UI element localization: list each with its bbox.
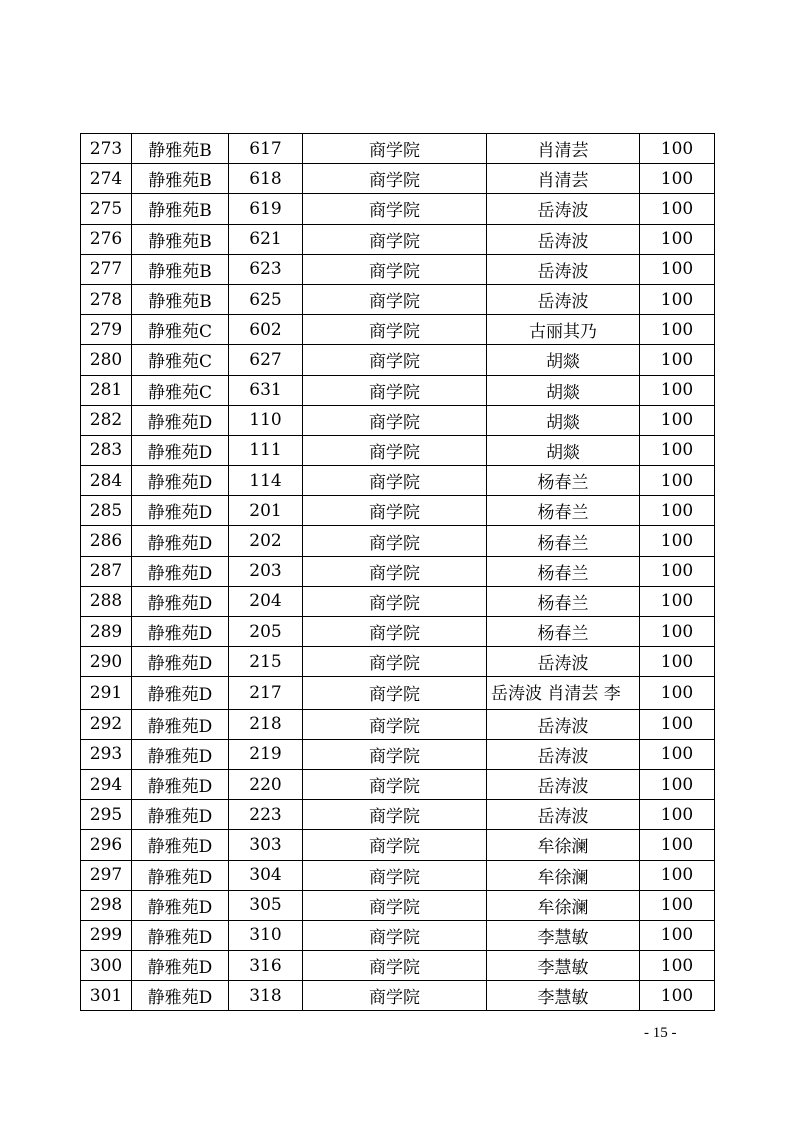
- score-cell: 100: [640, 284, 715, 314]
- row-index-cell: 300: [81, 951, 132, 981]
- college-cell: 商学院: [303, 496, 487, 526]
- college-cell: 商学院: [303, 800, 487, 830]
- building-cell: 静雅苑D: [132, 709, 229, 739]
- room-cell: 618: [229, 164, 303, 194]
- row-index-cell: 293: [81, 739, 132, 769]
- score-cell: 100: [640, 890, 715, 920]
- name-cell: 杨春兰: [487, 466, 640, 496]
- table-row: [81, 739, 715, 769]
- name-cell: 肖清芸: [487, 134, 640, 164]
- building-cell: 静雅苑D: [132, 860, 229, 890]
- score-cell: 100: [640, 375, 715, 405]
- table-row: [81, 981, 715, 1011]
- college-cell: 商学院: [303, 830, 487, 860]
- building-cell: 静雅苑B: [132, 134, 229, 164]
- name-cell: 李慧敏: [487, 981, 640, 1011]
- college-cell: 商学院: [303, 466, 487, 496]
- table-row: [81, 164, 715, 194]
- name-cell: 李慧敏: [487, 920, 640, 950]
- name-cell: 胡燚: [487, 375, 640, 405]
- row-index-cell: 288: [81, 586, 132, 616]
- score-cell: 100: [640, 134, 715, 164]
- dormitory-score-table: [80, 133, 715, 1011]
- college-cell: 商学院: [303, 769, 487, 799]
- room-cell: 111: [229, 435, 303, 465]
- table-row: [81, 677, 715, 709]
- name-cell: 胡燚: [487, 435, 640, 465]
- building-cell: 静雅苑D: [132, 647, 229, 677]
- building-cell: 静雅苑D: [132, 677, 229, 709]
- table-row: [81, 890, 715, 920]
- row-index-cell: 297: [81, 860, 132, 890]
- building-cell: 静雅苑D: [132, 951, 229, 981]
- score-cell: 100: [640, 617, 715, 647]
- name-cell: 牟徐澜: [487, 830, 640, 860]
- page-number: - 15 -: [644, 1025, 677, 1041]
- table-row: [81, 920, 715, 950]
- building-cell: 静雅苑B: [132, 254, 229, 284]
- score-cell: 100: [640, 951, 715, 981]
- building-cell: 静雅苑C: [132, 375, 229, 405]
- table-row: [81, 769, 715, 799]
- table-row: [81, 466, 715, 496]
- table-row: [81, 254, 715, 284]
- score-cell: 100: [640, 586, 715, 616]
- score-cell: 100: [640, 830, 715, 860]
- name-cell: 杨春兰: [487, 617, 640, 647]
- room-cell: 220: [229, 769, 303, 799]
- row-index-cell: 280: [81, 345, 132, 375]
- name-cell: 杨春兰: [487, 556, 640, 586]
- college-cell: 商学院: [303, 920, 487, 950]
- room-cell: 305: [229, 890, 303, 920]
- name-cell: 杨春兰: [487, 526, 640, 556]
- building-cell: 静雅苑D: [132, 800, 229, 830]
- college-cell: 商学院: [303, 345, 487, 375]
- table-row: [81, 496, 715, 526]
- college-cell: 商学院: [303, 586, 487, 616]
- room-cell: 215: [229, 647, 303, 677]
- table-row: [81, 224, 715, 254]
- room-cell: 304: [229, 860, 303, 890]
- score-cell: 100: [640, 315, 715, 345]
- table-row: [81, 405, 715, 435]
- name-cell: 胡燚: [487, 405, 640, 435]
- building-cell: 静雅苑D: [132, 405, 229, 435]
- score-cell: 100: [640, 556, 715, 586]
- score-cell: 100: [640, 194, 715, 224]
- room-cell: 218: [229, 709, 303, 739]
- name-cell: 岳涛波: [487, 647, 640, 677]
- room-cell: 625: [229, 284, 303, 314]
- room-cell: 202: [229, 526, 303, 556]
- name-cell: 岳涛波: [487, 224, 640, 254]
- college-cell: 商学院: [303, 739, 487, 769]
- room-cell: 219: [229, 739, 303, 769]
- college-cell: 商学院: [303, 556, 487, 586]
- college-cell: 商学院: [303, 375, 487, 405]
- room-cell: 203: [229, 556, 303, 586]
- score-cell: 100: [640, 224, 715, 254]
- college-cell: 商学院: [303, 951, 487, 981]
- score-cell: 100: [640, 739, 715, 769]
- table-row: [81, 951, 715, 981]
- row-index-cell: 299: [81, 920, 132, 950]
- college-cell: 商学院: [303, 860, 487, 890]
- building-cell: 静雅苑C: [132, 345, 229, 375]
- table-row: [81, 860, 715, 890]
- table-row: [81, 284, 715, 314]
- building-cell: 静雅苑B: [132, 164, 229, 194]
- table-row: [81, 647, 715, 677]
- room-cell: 110: [229, 405, 303, 435]
- row-index-cell: 295: [81, 800, 132, 830]
- score-cell: 100: [640, 435, 715, 465]
- row-index-cell: 296: [81, 830, 132, 860]
- table-row: [81, 800, 715, 830]
- name-cell: 牟徐澜: [487, 860, 640, 890]
- college-cell: 商学院: [303, 224, 487, 254]
- table-row: [81, 830, 715, 860]
- score-cell: 100: [640, 405, 715, 435]
- row-index-cell: 294: [81, 769, 132, 799]
- room-cell: 602: [229, 315, 303, 345]
- name-cell: 岳涛波: [487, 284, 640, 314]
- room-cell: 114: [229, 466, 303, 496]
- row-index-cell: 285: [81, 496, 132, 526]
- room-cell: 223: [229, 800, 303, 830]
- room-cell: 217: [229, 677, 303, 709]
- room-cell: 621: [229, 224, 303, 254]
- score-cell: 100: [640, 254, 715, 284]
- table-body: [81, 134, 715, 1011]
- score-cell: 100: [640, 466, 715, 496]
- score-cell: 100: [640, 677, 715, 709]
- room-cell: 201: [229, 496, 303, 526]
- row-index-cell: 291: [81, 677, 132, 709]
- row-index-cell: 279: [81, 315, 132, 345]
- room-cell: 318: [229, 981, 303, 1011]
- name-cell: 古丽其乃: [487, 315, 640, 345]
- name-cell: 岳涛波: [487, 709, 640, 739]
- row-index-cell: 301: [81, 981, 132, 1011]
- table-row: [81, 435, 715, 465]
- building-cell: 静雅苑D: [132, 496, 229, 526]
- building-cell: 静雅苑C: [132, 315, 229, 345]
- row-index-cell: 281: [81, 375, 132, 405]
- row-index-cell: 282: [81, 405, 132, 435]
- score-cell: 100: [640, 860, 715, 890]
- building-cell: 静雅苑D: [132, 435, 229, 465]
- table-row: [81, 586, 715, 616]
- table-row: [81, 556, 715, 586]
- room-cell: 619: [229, 194, 303, 224]
- college-cell: 商学院: [303, 647, 487, 677]
- table-row: [81, 134, 715, 164]
- row-index-cell: 289: [81, 617, 132, 647]
- score-cell: 100: [640, 164, 715, 194]
- row-index-cell: 284: [81, 466, 132, 496]
- college-cell: 商学院: [303, 526, 487, 556]
- table-row: [81, 526, 715, 556]
- score-cell: 100: [640, 526, 715, 556]
- score-cell: 100: [640, 709, 715, 739]
- college-cell: 商学院: [303, 254, 487, 284]
- room-cell: 303: [229, 830, 303, 860]
- college-cell: 商学院: [303, 617, 487, 647]
- row-index-cell: 278: [81, 284, 132, 314]
- college-cell: 商学院: [303, 164, 487, 194]
- building-cell: 静雅苑D: [132, 739, 229, 769]
- name-cell: 岳涛波: [487, 800, 640, 830]
- college-cell: 商学院: [303, 405, 487, 435]
- row-index-cell: 274: [81, 164, 132, 194]
- college-cell: 商学院: [303, 284, 487, 314]
- row-index-cell: 298: [81, 890, 132, 920]
- name-cell: 杨春兰: [487, 496, 640, 526]
- score-cell: 100: [640, 345, 715, 375]
- row-index-cell: 290: [81, 647, 132, 677]
- room-cell: 617: [229, 134, 303, 164]
- building-cell: 静雅苑D: [132, 586, 229, 616]
- name-cell: 牟徐澜: [487, 890, 640, 920]
- building-cell: 静雅苑D: [132, 890, 229, 920]
- room-cell: 623: [229, 254, 303, 284]
- building-cell: 静雅苑B: [132, 224, 229, 254]
- building-cell: 静雅苑B: [132, 194, 229, 224]
- score-cell: 100: [640, 496, 715, 526]
- name-cell: 肖清芸: [487, 164, 640, 194]
- college-cell: 商学院: [303, 194, 487, 224]
- college-cell: 商学院: [303, 677, 487, 709]
- row-index-cell: 292: [81, 709, 132, 739]
- building-cell: 静雅苑D: [132, 920, 229, 950]
- building-cell: 静雅苑D: [132, 526, 229, 556]
- row-index-cell: 286: [81, 526, 132, 556]
- row-index-cell: 277: [81, 254, 132, 284]
- row-index-cell: 287: [81, 556, 132, 586]
- college-cell: 商学院: [303, 890, 487, 920]
- building-cell: 静雅苑D: [132, 556, 229, 586]
- building-cell: 静雅苑D: [132, 981, 229, 1011]
- name-cell: 岳涛波: [487, 254, 640, 284]
- building-cell: 静雅苑D: [132, 617, 229, 647]
- name-cell: 岳涛波: [487, 769, 640, 799]
- score-cell: 100: [640, 647, 715, 677]
- college-cell: 商学院: [303, 435, 487, 465]
- room-cell: 204: [229, 586, 303, 616]
- room-cell: 205: [229, 617, 303, 647]
- score-cell: 100: [640, 769, 715, 799]
- building-cell: 静雅苑D: [132, 466, 229, 496]
- room-cell: 627: [229, 345, 303, 375]
- name-cell: 岳涛波: [487, 194, 640, 224]
- room-cell: 310: [229, 920, 303, 950]
- name-cell: 李慧敏: [487, 951, 640, 981]
- row-index-cell: 273: [81, 134, 132, 164]
- name-cell: 胡燚: [487, 345, 640, 375]
- row-index-cell: 276: [81, 224, 132, 254]
- table-row: [81, 617, 715, 647]
- building-cell: 静雅苑B: [132, 284, 229, 314]
- building-cell: 静雅苑D: [132, 830, 229, 860]
- name-cell: 岳涛波 肖清芸 李: [487, 677, 640, 709]
- table-row: [81, 709, 715, 739]
- room-cell: 631: [229, 375, 303, 405]
- building-cell: 静雅苑D: [132, 769, 229, 799]
- table-row: [81, 375, 715, 405]
- college-cell: 商学院: [303, 315, 487, 345]
- college-cell: 商学院: [303, 981, 487, 1011]
- college-cell: 商学院: [303, 134, 487, 164]
- row-index-cell: 275: [81, 194, 132, 224]
- score-cell: 100: [640, 920, 715, 950]
- table-row: [81, 194, 715, 224]
- table-row: [81, 345, 715, 375]
- table-row: [81, 315, 715, 345]
- name-cell: 岳涛波: [487, 739, 640, 769]
- score-cell: 100: [640, 981, 715, 1011]
- score-cell: 100: [640, 800, 715, 830]
- college-cell: 商学院: [303, 709, 487, 739]
- room-cell: 316: [229, 951, 303, 981]
- row-index-cell: 283: [81, 435, 132, 465]
- name-cell: 杨春兰: [487, 586, 640, 616]
